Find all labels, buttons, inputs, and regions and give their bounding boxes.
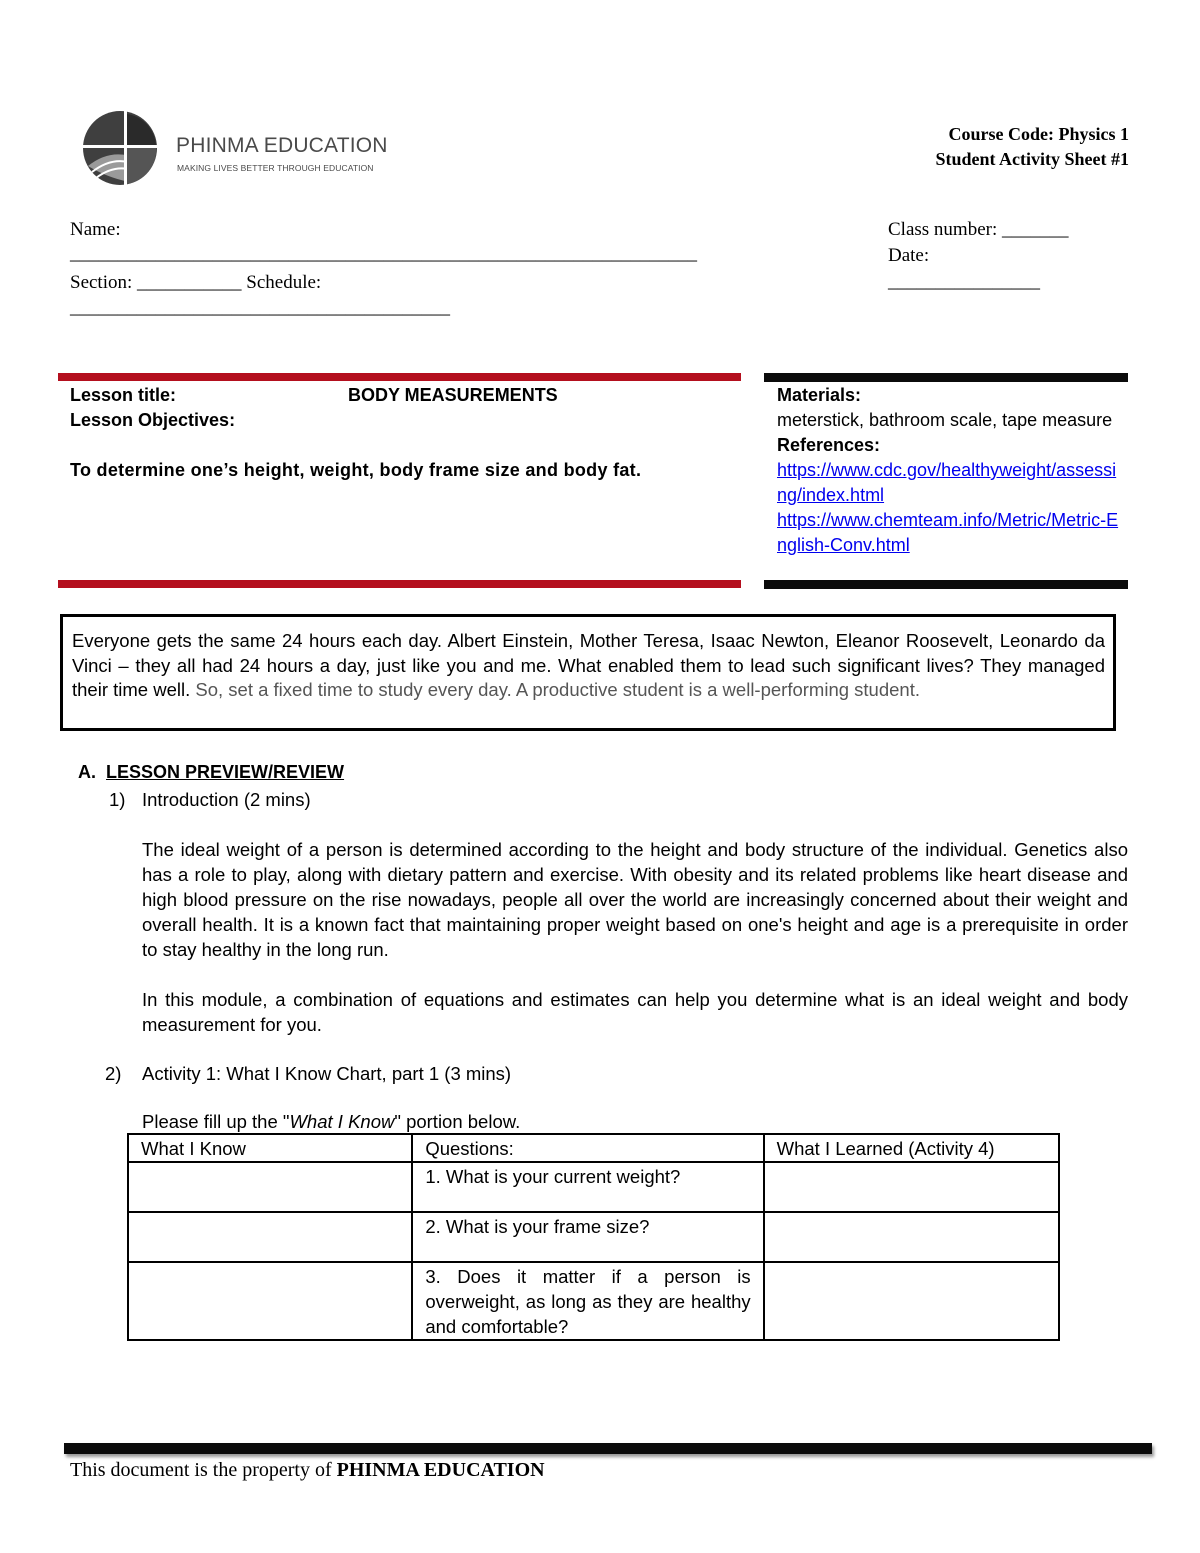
fill-instruction-prefix: Please fill up the " [142, 1111, 290, 1132]
lesson-bottom-red-bar [58, 580, 741, 588]
question-cell: 3. Does it matter if a person is overweight, as long as they are healthy and comfortable? [412, 1262, 763, 1340]
section-schedule-field[interactable]: Section: ___________ Schedule: [70, 272, 322, 293]
lesson-title-value: BODY MEASUREMENTS [348, 385, 558, 405]
logo-emblem-icon [78, 108, 170, 188]
footer-prefix: This document is the property of [70, 1459, 337, 1481]
what-i-know-cell[interactable] [128, 1162, 412, 1212]
column-header-what-i-learned: What I Learned (Activity 4) [764, 1134, 1059, 1162]
table-row [128, 1262, 1059, 1340]
class-number-field[interactable]: Class number: _______ [888, 219, 1069, 240]
motivation-box [60, 614, 1116, 731]
table-row [128, 1212, 1059, 1262]
motivation-text: Everyone gets the same 24 hours each day. Albert Einstein, Mother Teresa, Isaac Newton, Eleanor Roosevelt, Leonardo da Vinci – they all had 24 hours a day, just like you and me. What enabled them to lead such significant lives? They managed their time well. [72, 630, 1105, 700]
name-label: Name: [70, 219, 121, 240]
table-header-row [128, 1134, 1059, 1162]
what-i-know-table [127, 1133, 1060, 1341]
materials-top-black-bar [764, 373, 1128, 382]
what-i-learned-cell[interactable] [764, 1262, 1059, 1340]
materials-panel [777, 383, 1122, 558]
what-i-learned-cell[interactable] [764, 1212, 1059, 1262]
item-1-number: 1) [109, 789, 126, 810]
activity-sheet-number: Student Activity Sheet #1 [935, 149, 1129, 169]
logo-tagline: MAKING LIVES BETTER THROUGH EDUCATION [177, 163, 374, 173]
lesson-title-label: Lesson title: [70, 385, 177, 405]
lesson-objectives-label: Lesson Objectives: [70, 410, 236, 430]
module-paragraph: In this module, a combination of equations and estimates can help you determine what is an ideal weight and body measurement for you. [142, 989, 1128, 1035]
section-letter: A. [78, 762, 96, 782]
reference-link-chemteam[interactable]: https://www.chemteam.info/Metric/Metric-English-Conv.html [777, 510, 1119, 555]
section-title: LESSON PREVIEW/REVIEW [106, 762, 345, 782]
materials-bottom-black-bar [764, 580, 1128, 589]
phinma-logo [78, 108, 388, 188]
footer-text [70, 1459, 545, 1482]
column-header-questions: Questions: [412, 1134, 763, 1162]
item-1-title: Introduction (2 mins) [142, 789, 311, 810]
date-label: Date: [888, 245, 930, 266]
fill-instruction [142, 1111, 520, 1133]
name-field[interactable]: __________________________________________________________________ [70, 243, 697, 264]
motivation-text-tail: So, set a fixed time to study every day. A productive student is a well-performing student. [190, 679, 920, 700]
course-info [936, 122, 1130, 172]
question-cell: 1. What is your current weight? [412, 1162, 763, 1212]
lesson-objective: To determine one’s height, weight, body frame size and body fat. [70, 460, 642, 480]
footer-bar [64, 1443, 1152, 1454]
logo-title: PHINMA EDUCATION [176, 134, 388, 157]
date-field[interactable]: ________________ [888, 271, 1040, 292]
what-i-learned-cell[interactable] [764, 1162, 1059, 1212]
intro-paragraph: The ideal weight of a person is determined according to the height and body structure of the individual. Genetics also has a role to play, along with dietary pattern and exercise. With obesity and its related problems like heart disease and high blood pressure on the rise nowadays, people all over the world are increasingly concerned about their weight and overall health. It is a known fact that maintaining proper weight based on one's height and age is a prerequisite in order to stay healthy in the long run. [142, 839, 1128, 960]
fill-instruction-suffix: " portion below. [394, 1111, 521, 1132]
footer-owner: PHINMA EDUCATION [336, 1459, 545, 1481]
materials-list: meterstick, bathroom scale, tape measure [777, 410, 1113, 430]
item-2-title: Activity 1: What I Know Chart, part 1 (3 mins) [142, 1063, 512, 1084]
fill-instruction-emphasis: What I Know [289, 1111, 395, 1132]
question-cell: 2. What is your frame size? [412, 1212, 763, 1262]
section-a-heading [78, 762, 344, 783]
what-i-know-cell[interactable] [128, 1212, 412, 1262]
reference-link-cdc[interactable]: https://www.cdc.gov/healthyweight/assessing/index.html [777, 460, 1117, 505]
table-row [128, 1162, 1059, 1212]
references-label: References: [777, 435, 881, 455]
schedule-field[interactable]: ________________________________________ [70, 297, 450, 318]
course-code: Course Code: Physics 1 [948, 124, 1129, 144]
column-header-what-i-know: What I Know [128, 1134, 412, 1162]
item-2-number: 2) [105, 1063, 122, 1084]
what-i-know-cell[interactable] [128, 1262, 412, 1340]
materials-label: Materials: [777, 385, 862, 405]
lesson-top-red-bar [58, 373, 741, 381]
